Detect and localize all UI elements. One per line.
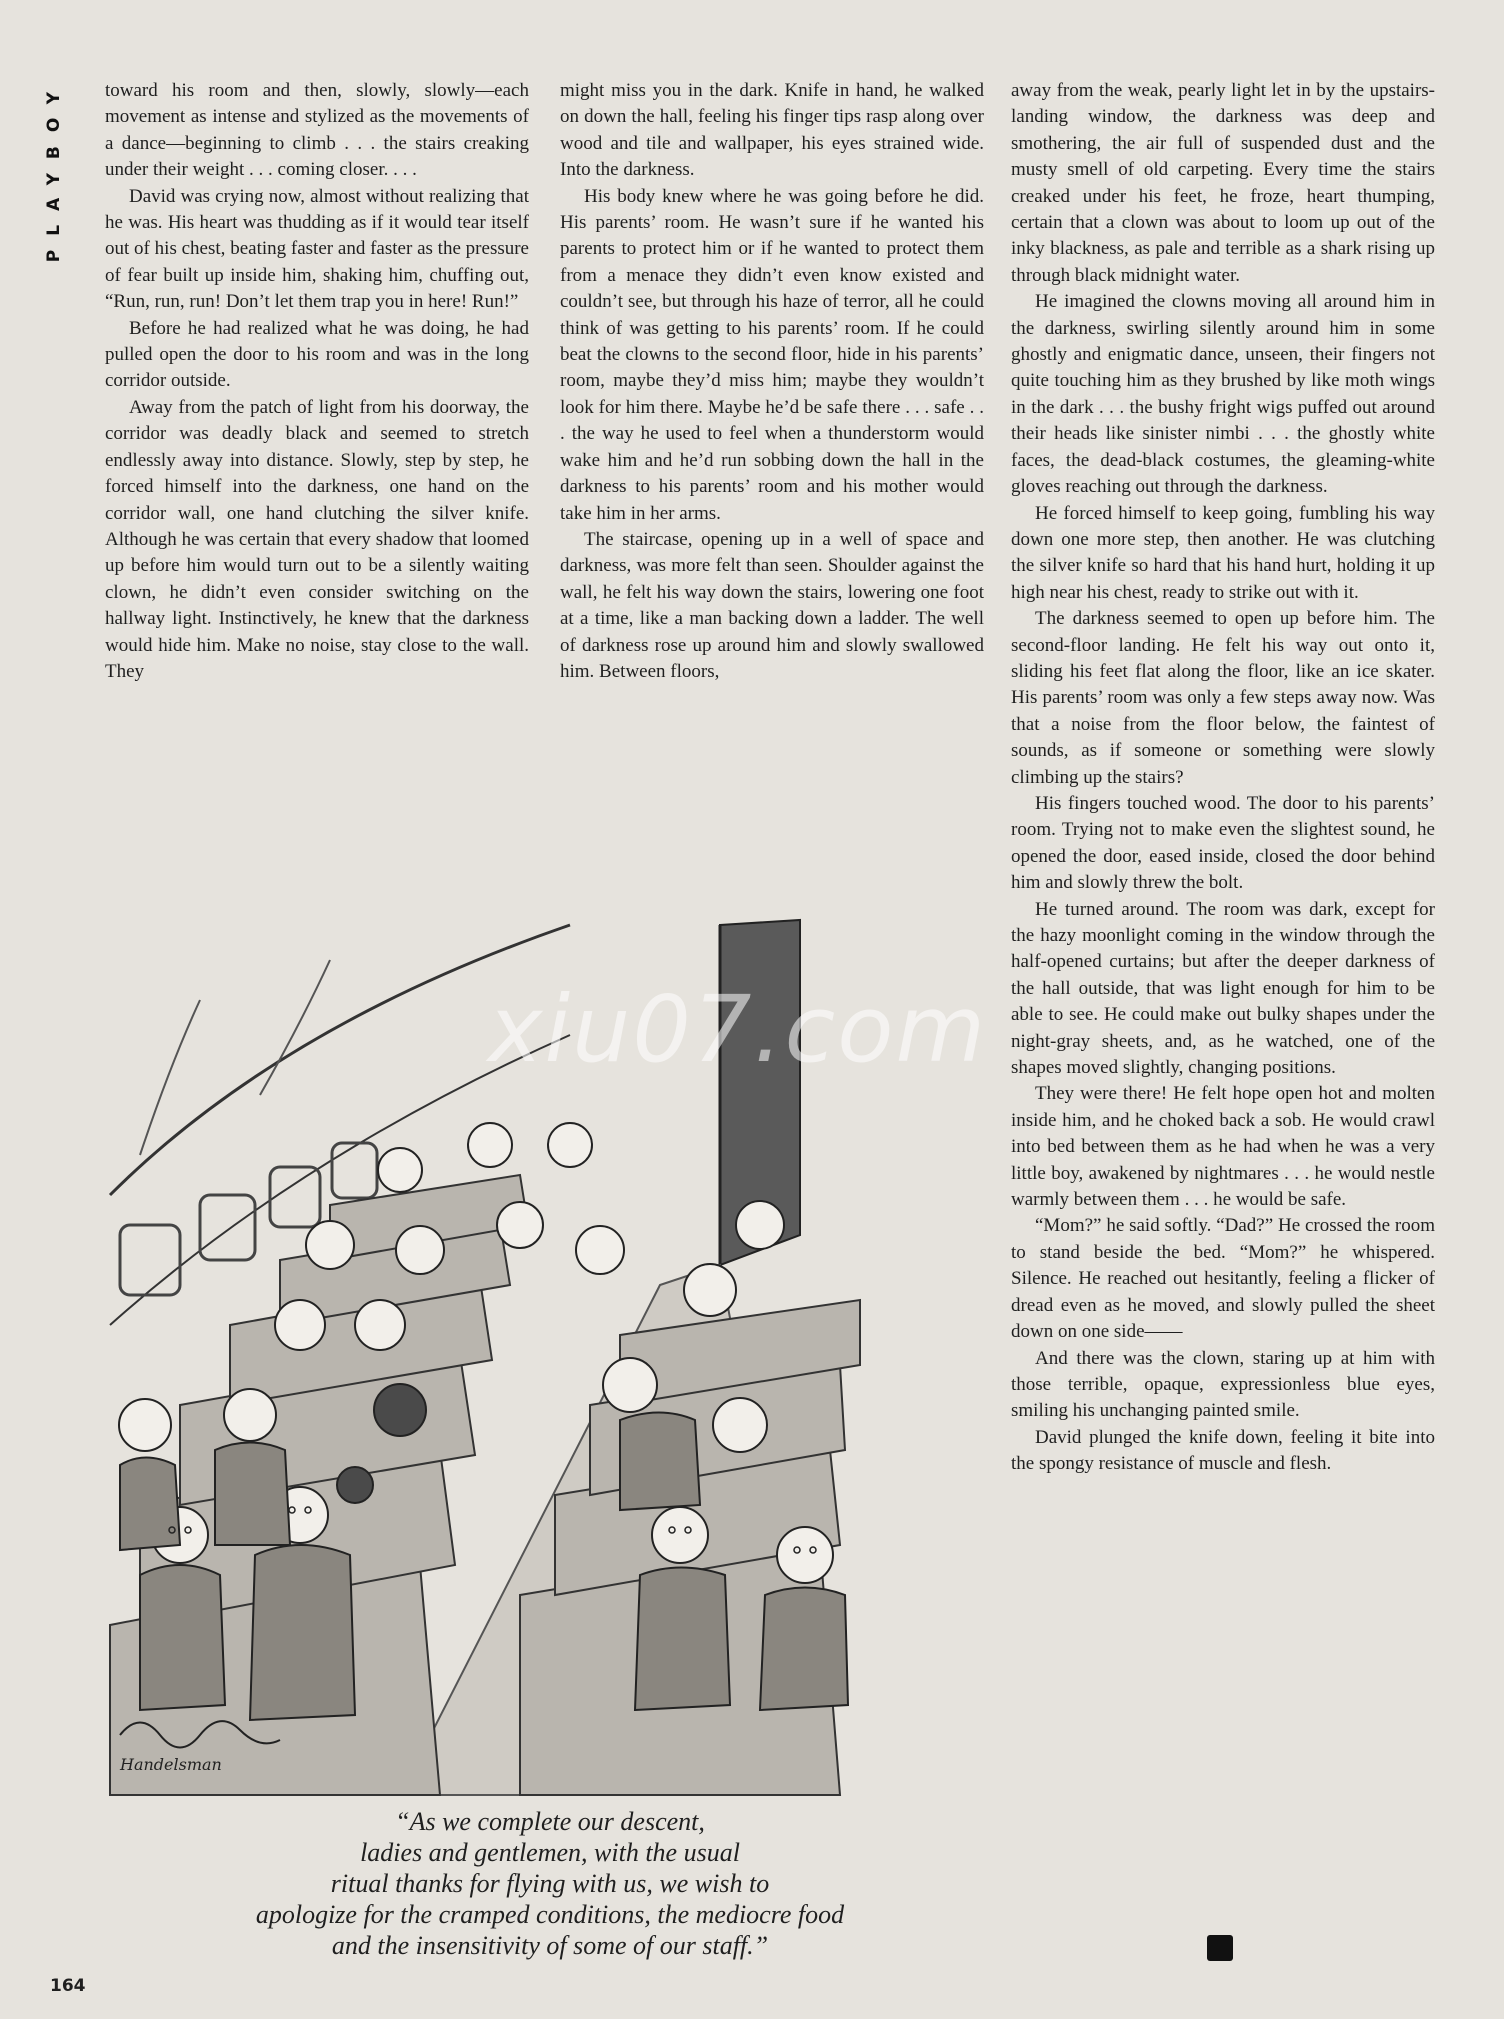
caption-line: ladies and gentlemen, with the usual (360, 1838, 740, 1867)
caption-line: and the insensitivity of some of our staff.” (331, 1931, 769, 1960)
paragraph: The darkness seemed to open up before him. The second-floor landing. He felt his way out onto it, sliding his feet flat along the floor, like an ice skater. His parents’ room was only a few steps away now. Was that a noise from the floor below, the faintest of sounds, as if someone or something were slowly climbing up the stairs? (1011, 608, 1435, 788)
caption-line: ritual thanks for flying with us, we wish to (330, 1869, 770, 1898)
article-column-1 (105, 78, 529, 685)
caption-line: “As we complete our descent, (395, 1807, 705, 1836)
paragraph: toward his room and then, slowly, slowly—each movement as intense and stylized as the movements of a dance—beginning to climb . . . the stairs creaking under their weight . . . coming closer. . . . (105, 80, 529, 181)
paragraph: He imagined the clowns moving all around him in the darkness, swirling silently around him in some ghostly and enigmatic dance, unseen, their fingers not quite touching him as they brushed by like moth wings in the dark . . . the bushy fright wigs puffed out around their heads like sinister nimbi . . . the ghostly white faces, the dead-black costumes, the gleaming-white gloves reaching out through the darkness. (1011, 291, 1435, 498)
paragraph: His body knew where he was going before he did. His parents’ room. He wasn’t sure if he wanted his parents to protect him or if he wanted to protect them from a menace they didn’t even know existed and couldn’t see, but through his haze of terror, all he could think of was getting to his parents’ room. If he could beat the clowns to the second floor, hide in his parents’ room, maybe they’d miss him; maybe they wouldn’t look for him there. Maybe he’d be safe there . . . safe . . . the way he used to feel when a thunderstorm would wake him and he’d run sobbing down the hall in the darkness to his parents’ room and his mother would take him in her arms. (560, 185, 984, 524)
article-column-2 (560, 78, 984, 685)
cartoon-caption (150, 1806, 950, 1961)
paragraph: David was crying now, almost without realizing that he was. His heart was thudding as if it would tear itself out of his chest, beating faster and faster as the pressure of fear built up inside him, shaking him, chuffing out, “Run, run, run! Don’t let them trap you in here! Run!” (105, 185, 529, 313)
caption-line: apologize for the cramped conditions, the mediocre food (255, 1900, 845, 1929)
paragraph: He forced himself to keep going, fumbling his way down one more step, then another. He was clutching the silver knife so hard that his hand hurt, holding it up high near his chest, ready to strike out with it. (1011, 502, 1435, 603)
paragraph: Before he had realized what he was doing, he had pulled open the door to his room and was in the long corridor outside. (105, 317, 529, 392)
paragraph: might miss you in the dark. Knife in hand, he walked on down the hall, feeling his finger tips rasp along over wood and tile and wallpaper, his eyes strained wide. Into the darkness. (560, 80, 984, 181)
masthead: PLAYBOY (44, 78, 64, 263)
paragraph: He turned around. The room was dark, except for the hazy moonlight coming in the window through the half-opened curtains; but after the deeper darkness of the hall outside, that was light enough for him to be able to see. He could make out bulky shapes under the night-gray sheets, and, as he watched, one of the shapes moved slightly, changing positions. (1011, 898, 1435, 1079)
paragraph: The staircase, opening up in a well of space and darkness, was more felt than seen. Shoulder against the wall, he felt his way down the stairs, lowering one foot at a time, like a man backing down a ladder. The well of darkness rose up around him and slowly swallowed him. Between floors, (560, 528, 984, 682)
paragraph: away from the weak, pearly light let in by the upstairs-landing window, the darkness was deep and smothering, the air full of suspended dust and the musty smell of old carpeting. Every time the stairs creaked under his feet, he froze, heart thumping, certain that a clown was about to loom up out of the inky blackness, as pale and terrible as a shark rising up through black midnight water. (1011, 80, 1435, 286)
paragraph: Away from the patch of light from his doorway, the corridor was deadly black and seemed to stretch endlessly away into distance. Slowly, step by step, he forced himself into the darkness, one hand on the corridor wall, one hand clutching the silver knife. Although he was certain that every shadow that loomed up before him would turn out to be a silently waiting clown, he didn’t even consider switching on the hallway light. Instinctively, he knew that the darkness would hide him. Make no noise, stay close to the wall. They (105, 396, 529, 682)
paragraph: And there was the clown, staring up at him with those terrible, opaque, expressionless blue eyes, smiling his unchanging painted smile. (1011, 1347, 1435, 1422)
paragraph: “Mom?” he said softly. “Dad?” He crossed the room to stand beside the bed. “Mom?” he whispered. Silence. He reached out hesitantly, feeling a flicker of dread even as he moved, and slowly pulled the sheet down on one side—— (1011, 1215, 1435, 1343)
cartoonist-signature: Handelsman (120, 1755, 222, 1774)
paragraph: They were there! He felt hope open hot and molten inside him, and he choked back a sob. He would crawl into bed between them as he had when he was a very little boy, awakened by nightmares . . . he would nestle warmly between them . . . he would be safe. (1011, 1083, 1435, 1211)
article-column-3 (1011, 78, 1435, 1478)
watermark: xiu07.com (488, 976, 988, 1083)
page-number: 164 (50, 1976, 86, 1996)
paragraph: His fingers touched wood. The door to his parents’ room. Trying not to make even the slightest sound, he opened the door, eased inside, closed the door behind him and slowly threw the bolt. (1011, 792, 1435, 894)
rabbit-endmark-icon (1207, 1935, 1233, 1961)
paragraph: David plunged the knife down, feeling it bite into the spongy resistance of muscle and flesh. (1011, 1426, 1435, 1475)
